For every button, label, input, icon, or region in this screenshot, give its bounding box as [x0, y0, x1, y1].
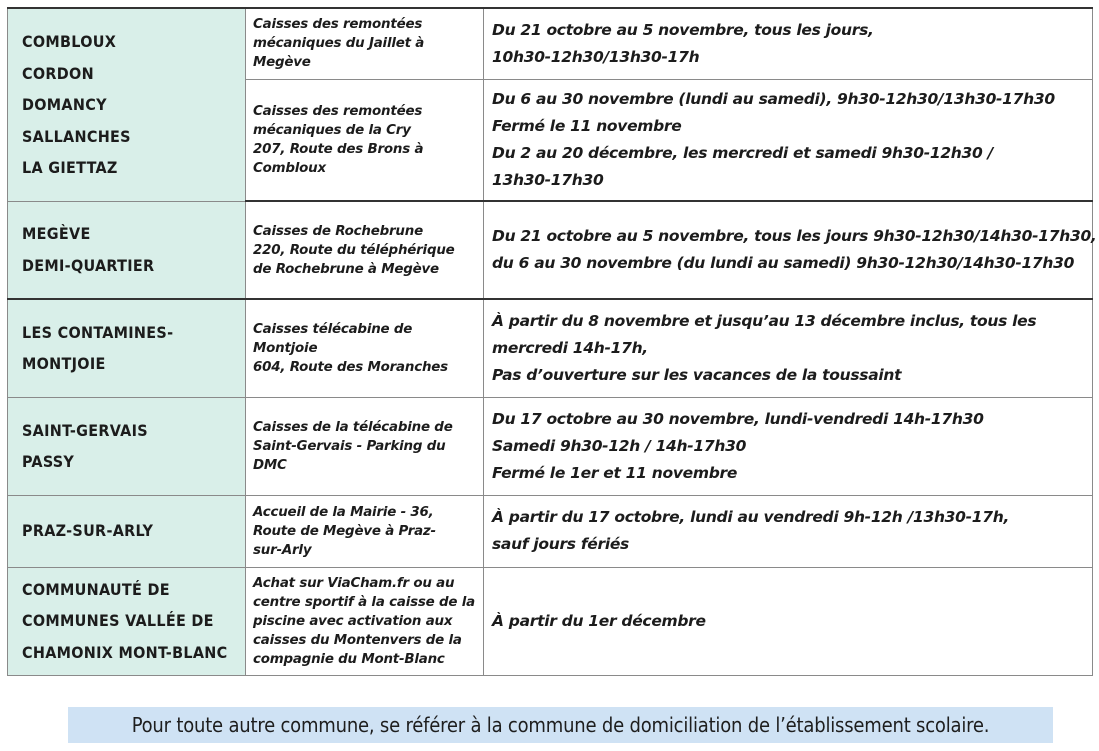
hours-text: Du 17 octobre au 30 novembre, lundi-vendredi 14h-17h30 — [492, 409, 984, 428]
hours-text: Samedi 9h30-12h / 14h-17h30 — [492, 436, 747, 455]
hours-text: mercredi 14h-17h, — [492, 338, 648, 357]
table-row — [8, 495, 1093, 567]
location-cell — [246, 201, 484, 299]
hours-cell — [484, 79, 1093, 201]
location-text: mécaniques de la Cry — [253, 122, 411, 138]
commune-name: LA GIETTAZ — [22, 158, 118, 177]
location-text: Achat sur ViaCham.fr ou au — [253, 575, 455, 591]
table-row — [8, 8, 1093, 79]
hours-text: Fermé le 1er et 11 novembre — [492, 463, 738, 482]
commune-name: SALLANCHES — [22, 126, 131, 146]
hours-text: Du 2 au 20 décembre, les mercredi et samedi 9h30-12h30 / — [492, 143, 993, 162]
commune-name: DOMANCY — [22, 95, 107, 114]
commune-cell — [8, 397, 246, 495]
footnote-text: Pour toute autre commune, se référer à la commune de domiciliation de l’établissement scolaire. — [131, 713, 990, 737]
location-text: sur-Arly — [253, 542, 312, 558]
location-text: Caisses des remontées — [253, 17, 423, 33]
hours-text: Du 6 au 30 novembre (lundi au samedi), 9h30-12h30/13h30-17h30 — [492, 89, 1055, 108]
commune-name: CORDON — [22, 63, 94, 83]
location-text: Caisses télécabine de — [253, 321, 413, 337]
commune-name: PASSY — [22, 452, 75, 471]
location-cell — [246, 79, 484, 201]
hours-text: À partir du 1er décembre — [492, 611, 706, 630]
commune-cell — [8, 299, 246, 397]
commune-cell — [8, 201, 246, 299]
hours-text: du 6 au 30 novembre (du lundi au samedi) 9h30-12h30/14h30-17h30 — [492, 254, 1075, 272]
commune-cell — [8, 567, 246, 675]
location-cell — [246, 567, 484, 675]
location-text: piscine avec activation aux — [253, 613, 453, 629]
table-row — [8, 567, 1093, 675]
location-cell — [246, 495, 484, 567]
location-text: de Rochebrune à Megève — [253, 261, 439, 277]
location-text: Saint-Gervais - Parking du — [253, 438, 446, 454]
hours-text: sauf jours fériés — [492, 535, 629, 553]
location-text: Caisses de Rochebrune — [253, 223, 423, 239]
hours-cell — [484, 299, 1093, 397]
location-text: centre sportif à la caisse de la — [253, 594, 475, 610]
commune-name: COMMUNES VALLÉE DE — [22, 611, 214, 631]
location-text: Caisses de la télécabine de — [253, 419, 453, 435]
location-text: 604, Route des Moranches — [253, 359, 448, 375]
hours-cell — [484, 397, 1093, 495]
commune-name: CHAMONIX MONT-BLANC — [22, 642, 228, 662]
footnote-banner — [68, 707, 1053, 743]
commune-name: PRAZ-SUR-ARLY — [22, 521, 154, 541]
commune-name: MONTJOIE — [22, 354, 106, 374]
commune-name: MEGÈVE — [22, 224, 91, 244]
location-text: caisses du Montenvers de la — [253, 632, 462, 648]
location-text: Megève — [253, 55, 311, 71]
hours-text: 10h30-12h30/13h30-17h — [492, 47, 700, 66]
hours-text: Du 21 octobre au 5 novembre, tous les jours, — [492, 20, 874, 39]
hours-text: Du 21 octobre au 5 novembre, tous les jours 9h30-12h30/14h30-17h30, — [492, 227, 1097, 245]
table-row — [8, 299, 1093, 397]
location-cell — [246, 299, 484, 397]
location-text: Montjoie — [253, 340, 318, 356]
commune-name: SAINT-GERVAIS — [22, 420, 148, 440]
location-text: DMC — [253, 457, 287, 473]
hours-text: 13h30-17h30 — [492, 170, 604, 189]
location-text: mécaniques du Jaillet à — [253, 36, 425, 52]
hours-cell — [484, 201, 1097, 299]
location-text: Combloux — [253, 160, 326, 176]
hours-cell — [484, 567, 1093, 675]
table-row — [8, 201, 1093, 299]
commune-name: COMMUNAUTÉ DE — [22, 579, 170, 599]
commune-cell — [8, 8, 246, 201]
hours-cell — [484, 8, 1093, 79]
location-cell — [246, 8, 484, 79]
location-text: Caisses des remontées — [253, 103, 423, 119]
location-text: 220, Route du téléphérique — [253, 242, 455, 258]
hours-text: À partir du 8 novembre et jusqu’au 13 décembre inclus, tous les — [492, 311, 1037, 330]
location-text: compagnie du Mont-Blanc — [253, 651, 445, 667]
hours-text: À partir du 17 octobre, lundi au vendredi 9h-12h /13h30-17h, — [492, 508, 1010, 526]
commune-name: LES CONTAMINES- — [22, 322, 174, 342]
commune-name: DEMI-QUARTIER — [22, 255, 155, 275]
schedule-table — [7, 7, 1097, 676]
location-text: 207, Route des Brons à — [253, 141, 424, 157]
location-text: Accueil de la Mairie - 36, — [253, 504, 434, 520]
location-cell — [246, 397, 484, 495]
commune-cell — [8, 495, 246, 567]
table-row — [8, 397, 1093, 495]
location-text: Route de Megève à Praz- — [253, 523, 436, 539]
hours-text: Fermé le 11 novembre — [492, 116, 682, 135]
commune-name: COMBLOUX — [22, 32, 117, 51]
hours-text: Pas d’ouverture sur les vacances de la toussaint — [492, 365, 902, 384]
hours-cell — [484, 495, 1093, 567]
